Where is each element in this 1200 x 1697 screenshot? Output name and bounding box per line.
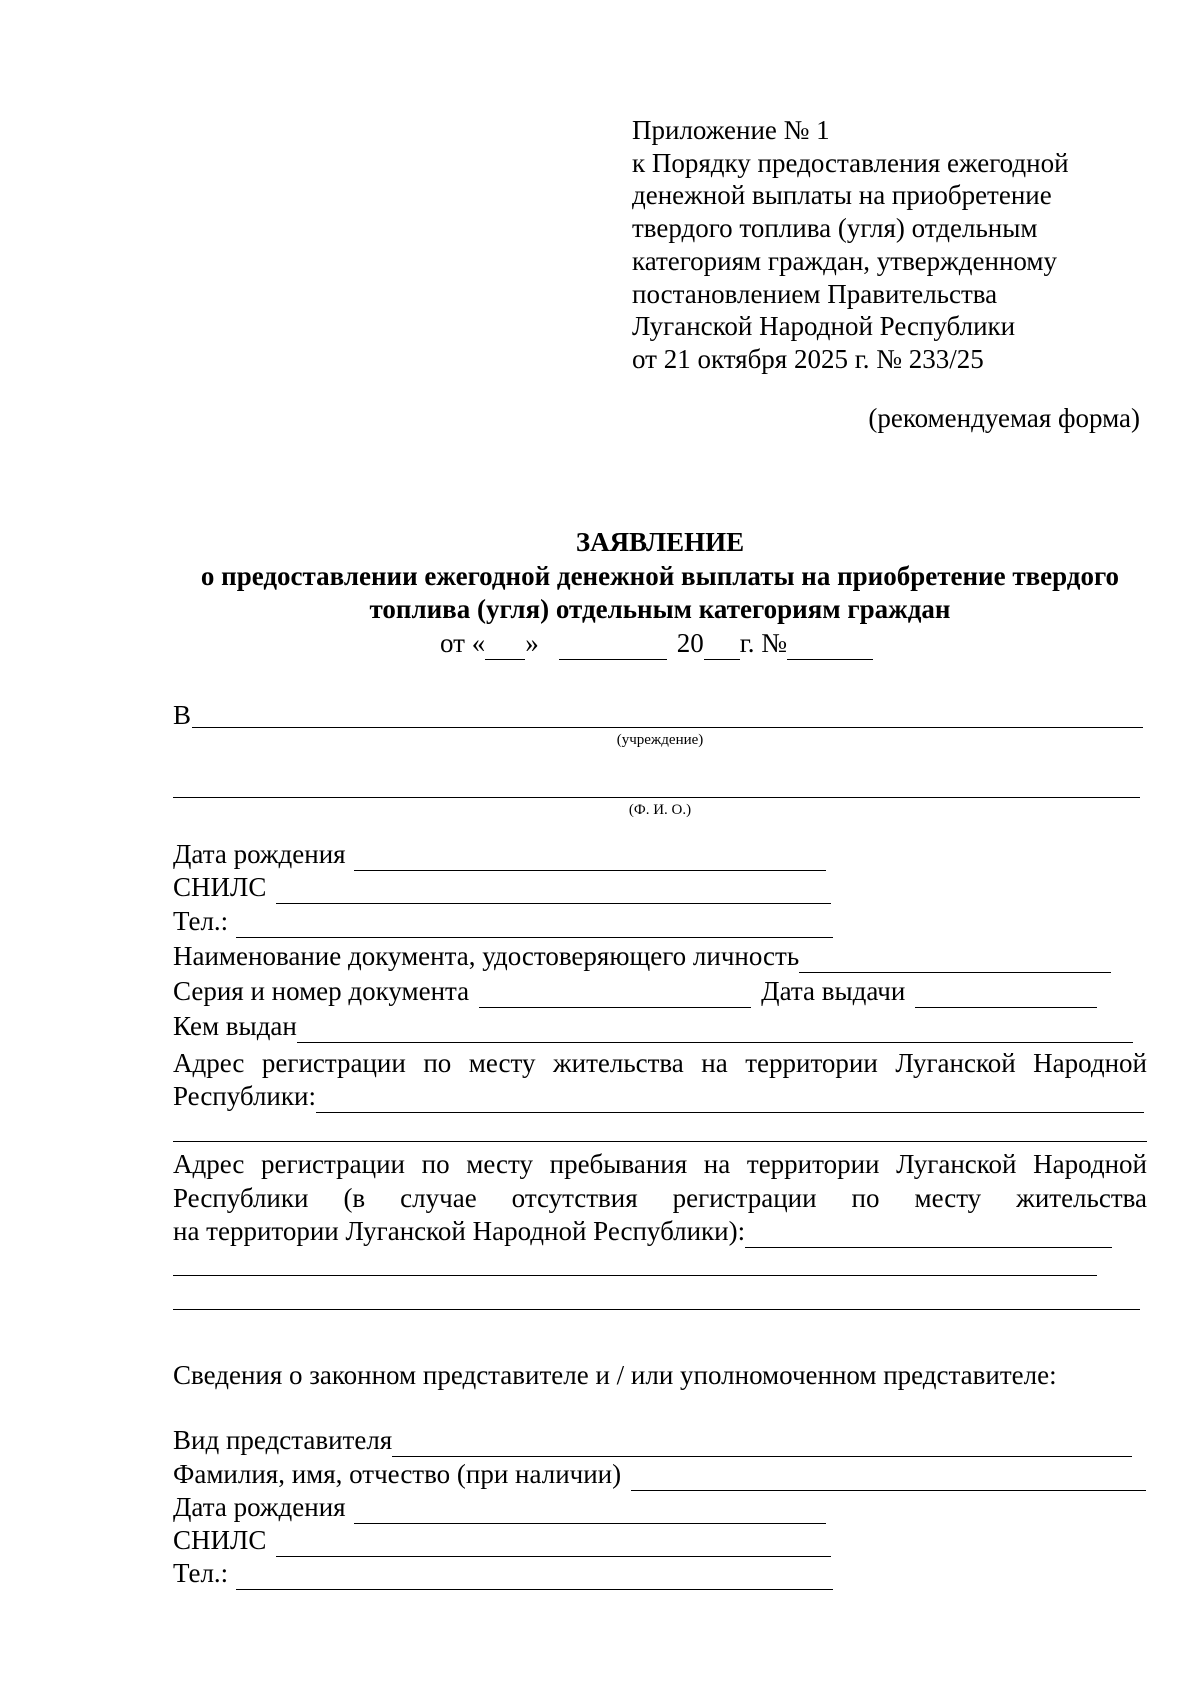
- institution-caption: (учреждение): [616, 732, 704, 748]
- appendix-line: постановлением Правительства: [632, 278, 998, 309]
- rep-birth-date-field[interactable]: [354, 1497, 826, 1524]
- birth-date-field[interactable]: [354, 844, 826, 871]
- rep-type-field[interactable]: [392, 1430, 1132, 1457]
- issued-by-label: Кем выдан: [173, 1011, 297, 1041]
- issue-date-label: Дата выдачи: [761, 976, 906, 1006]
- stay-address-label: на территории Луганской Народной Республики):: [173, 1216, 746, 1246]
- rep-name-row: [173, 1458, 1146, 1491]
- stay-address-line1: Адрес регистрации по месту пребывания на территории Луганской Народной: [173, 1149, 1147, 1179]
- doc-name-label: Наименование документа, удостоверяющего личность: [173, 941, 800, 971]
- stay-address-field[interactable]: [745, 1221, 1112, 1248]
- appendix-line: твердого топлива (угля) отдельным: [632, 213, 1038, 244]
- residence-address-field-extra[interactable]: [173, 1141, 1147, 1142]
- number-label: г. №: [739, 628, 787, 658]
- snils-field[interactable]: [276, 877, 831, 904]
- document-subtitle-line2: топлива (угля) отдельным категориям граждан: [369, 594, 951, 624]
- residence-address-row: [173, 1080, 1144, 1113]
- phone-row: [173, 905, 833, 938]
- date-close-quote: »: [525, 628, 539, 658]
- doc-series-field[interactable]: [479, 981, 751, 1008]
- issued-by-row: [173, 1010, 1133, 1043]
- rep-type-row: [173, 1424, 1132, 1457]
- snils-label: СНИЛС: [173, 872, 267, 902]
- document-subtitle-line1: о предоставлении ежегодной денежной выплаты на приобретение твердого: [200, 561, 1120, 591]
- day-field[interactable]: [485, 633, 525, 660]
- rep-snils-label: СНИЛС: [173, 1525, 267, 1555]
- appendix-line: Луганской Народной Республики: [632, 311, 1016, 342]
- fio-caption: (Ф. И. О.): [628, 802, 692, 818]
- rep-birth-date-row: [173, 1491, 826, 1524]
- phone-label: Тел.:: [173, 906, 229, 936]
- document-title: ЗАЯВЛЕНИЕ: [575, 527, 745, 557]
- rep-birth-date-label: Дата рождения: [173, 1492, 346, 1522]
- date-number-line: [440, 627, 873, 660]
- appendix-block: [632, 114, 1069, 376]
- doc-name-field[interactable]: [799, 946, 1111, 973]
- stay-address-row: [173, 1215, 1112, 1248]
- doc-series-label: Серия и номер документа: [173, 976, 470, 1006]
- rep-snils-row: [173, 1524, 831, 1557]
- recommended-form-note: (рекомендуемая форма): [868, 403, 1140, 433]
- snils-row: [173, 871, 831, 904]
- residence-address-label: Республики:: [173, 1081, 316, 1111]
- stay-address-field-extra-2[interactable]: [173, 1309, 1140, 1310]
- appendix-line: Приложение № 1: [632, 115, 830, 145]
- year-prefix: 20: [676, 628, 704, 658]
- fio-field[interactable]: [173, 797, 1140, 798]
- rep-name-field[interactable]: [631, 1464, 1146, 1491]
- residence-address-field[interactable]: [316, 1086, 1144, 1113]
- institution-field[interactable]: [192, 727, 1143, 728]
- stay-address-line2: Республики (в случае отсутствия регистрации по месту жительства: [173, 1183, 1147, 1213]
- rep-name-label: Фамилия, имя, отчество (при наличии): [173, 1459, 622, 1489]
- rep-phone-field[interactable]: [236, 1563, 833, 1590]
- month-field[interactable]: [559, 633, 667, 660]
- stay-address-field-extra-1[interactable]: [173, 1275, 1097, 1276]
- issue-date-field[interactable]: [915, 981, 1097, 1008]
- appendix-line: от 21 октября 2025 г. № 233/25: [632, 343, 984, 374]
- birth-date-row: [173, 838, 826, 871]
- rep-type-label: Вид представителя: [173, 1425, 393, 1455]
- recipient-prefix: В: [173, 700, 192, 730]
- rep-phone-row: [173, 1557, 833, 1590]
- phone-field[interactable]: [236, 911, 833, 938]
- rep-phone-label: Тел.:: [173, 1558, 229, 1588]
- appendix-line: категориям граждан, утвержденному: [632, 245, 1057, 276]
- doc-name-row: [173, 940, 1111, 973]
- appendix-line: к Порядку предоставления ежегодной: [632, 147, 1069, 178]
- date-from-label: от «: [440, 628, 486, 658]
- representative-section-title: Сведения о законном представителе и / или уполномоченном представителе:: [173, 1360, 1057, 1390]
- appendix-line: денежной выплаты на приобретение: [632, 180, 1052, 211]
- issued-by-field[interactable]: [297, 1016, 1133, 1043]
- rep-snils-field[interactable]: [276, 1530, 831, 1557]
- doc-series-row: [173, 975, 1097, 1008]
- residence-address-line1: Адрес регистрации по месту жительства на территории Луганской Народной: [173, 1048, 1147, 1078]
- year-field[interactable]: [704, 633, 740, 660]
- birth-date-label: Дата рождения: [173, 839, 346, 869]
- number-field[interactable]: [787, 633, 873, 660]
